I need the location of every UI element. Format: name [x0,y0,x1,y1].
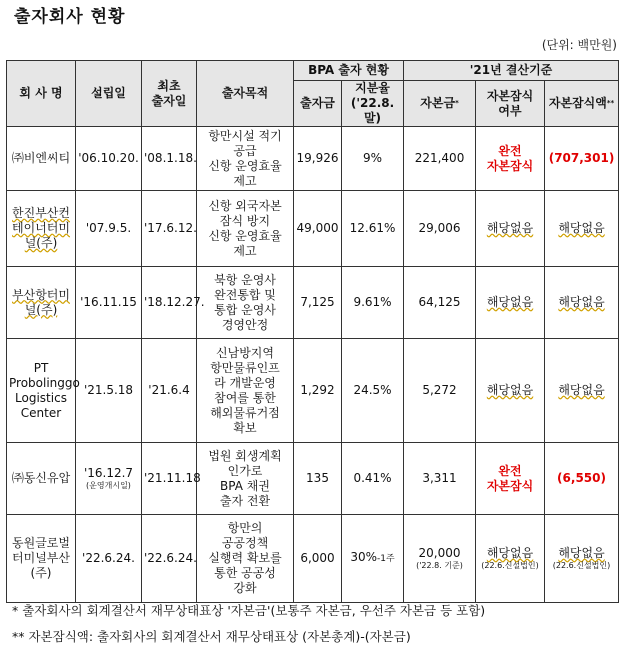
header-first-invest: 최초 출자일 [142,61,197,127]
header-established: 설립일 [76,61,142,127]
header-settlement-group: '21년 결산기준 [404,61,619,81]
cell-investment: 135 [294,443,342,515]
cell-impairment-status: 해당없음 (22.6.신설법인) [476,515,545,603]
cell-capital: 64,125 [404,267,476,339]
cell-impairment-amount: 해당없음 [545,191,619,267]
cell-share-ratio: 12.61% [342,191,404,267]
cell-purpose: 항만의 공공정책 실행력 확보를 통한 공공성 강화 [197,515,294,603]
cell-capital: 20,000 ('22.8. 기준) [404,515,476,603]
header-impairment-status: 자본잠식 여부 [476,81,545,127]
cell-established: '06.10.20. [76,127,142,191]
cell-impairment-status: 완전 자본잠식 [476,127,545,191]
cell-first-invest: '08.1.18. [142,127,197,191]
table-row [7,515,619,603]
cell-company: ㈜동신유압 [7,443,76,515]
cell-share-ratio: 9% [342,127,404,191]
cell-purpose: 신남방지역 항만물류인프 라 개발운영 참여를 통한 해외물류거점 확보 [197,339,294,443]
cell-share-ratio: 9.61% [342,267,404,339]
table-row [7,191,619,267]
header-impairment-amount: 자본잠식액** [545,81,619,127]
cell-company: 동원글로벌터미널부산(주) [7,515,76,603]
cell-investment: 7,125 [294,267,342,339]
cell-capital: 5,272 [404,339,476,443]
cell-purpose: 항만시설 적기 공급 신항 운영효율 제고 [197,127,294,191]
header-investment: 출자금 [294,81,342,127]
cell-established: '16.12.7 (운영개시일) [76,443,142,515]
unit-label: (단위: 백만원) [541,38,617,52]
footnote-capital: * 출자회사의 회계결산서 재무상태표상 '자본금'(보통주 자본금, 우선주 자본금 등 포함) [12,603,486,618]
cell-impairment-amount: 해당없음 [545,267,619,339]
cell-company: ㈜비엔씨티 [7,127,76,191]
table-row [7,443,619,515]
cell-impairment-status: 해당없음 [476,267,545,339]
header-purpose: 출자목적 [197,61,294,127]
cell-established: '21.5.18 [76,339,142,443]
cell-impairment-amount: (6,550) [545,443,619,515]
cell-first-invest: '18.12.27. [142,267,197,339]
investment-table [6,60,619,603]
cell-impairment-amount: 해당없음 [545,339,619,443]
table-row [7,127,619,191]
cell-impairment-status: 해당없음 [476,339,545,443]
cell-company: PT Probolinggo Logistics Center [7,339,76,443]
cell-investment: 6,000 [294,515,342,603]
header-capital: 자본금* [404,81,476,127]
table-row [7,267,619,339]
cell-impairment-amount: (707,301) [545,127,619,191]
cell-share-ratio: 30%-1주 [342,515,404,603]
footnote-impairment: ** 자본잠식액: 출자회사의 회계결산서 재무상태표상 (자본총계)-(자본금) [12,629,411,644]
cell-first-invest: '21.11.18 [142,443,197,515]
cell-share-ratio: 0.41% [342,443,404,515]
cell-capital: 29,006 [404,191,476,267]
cell-impairment-amount: 해당없음 (22.6.신설법인) [545,515,619,603]
cell-investment: 19,926 [294,127,342,191]
cell-purpose: 신항 외국자본 잠식 방지 신항 운영효율 제고 [197,191,294,267]
page-title: 출자회사 현황 [14,7,126,27]
cell-purpose: 북항 운영사 완전통합 및 통합 운영사 경영안정 [197,267,294,339]
cell-investment: 1,292 [294,339,342,443]
cell-company: 부산항터미널(주) [7,267,76,339]
cell-investment: 49,000 [294,191,342,267]
header-share-ratio: 지분율 ('22.8.말) [342,81,404,127]
cell-established: '16.11.15 [76,267,142,339]
table-row [7,339,619,443]
cell-first-invest: '17.6.12. [142,191,197,267]
cell-established: '07.9.5. [76,191,142,267]
cell-capital: 221,400 [404,127,476,191]
cell-impairment-status: 해당없음 [476,191,545,267]
cell-established: '22.6.24. [76,515,142,603]
cell-first-invest: '21.6.4 [142,339,197,443]
cell-impairment-status: 완전 자본잠식 [476,443,545,515]
cell-share-ratio: 24.5% [342,339,404,443]
cell-first-invest: '22.6.24. [142,515,197,603]
cell-purpose: 법원 회생계획 인가로 BPA 채권 출자 전환 [197,443,294,515]
cell-capital: 3,311 [404,443,476,515]
header-bpa-group: BPA 출자 현황 [294,61,404,81]
cell-company: 한진부산컨테이너터미널(주) [7,191,76,267]
header-company: 회 사 명 [7,61,76,127]
